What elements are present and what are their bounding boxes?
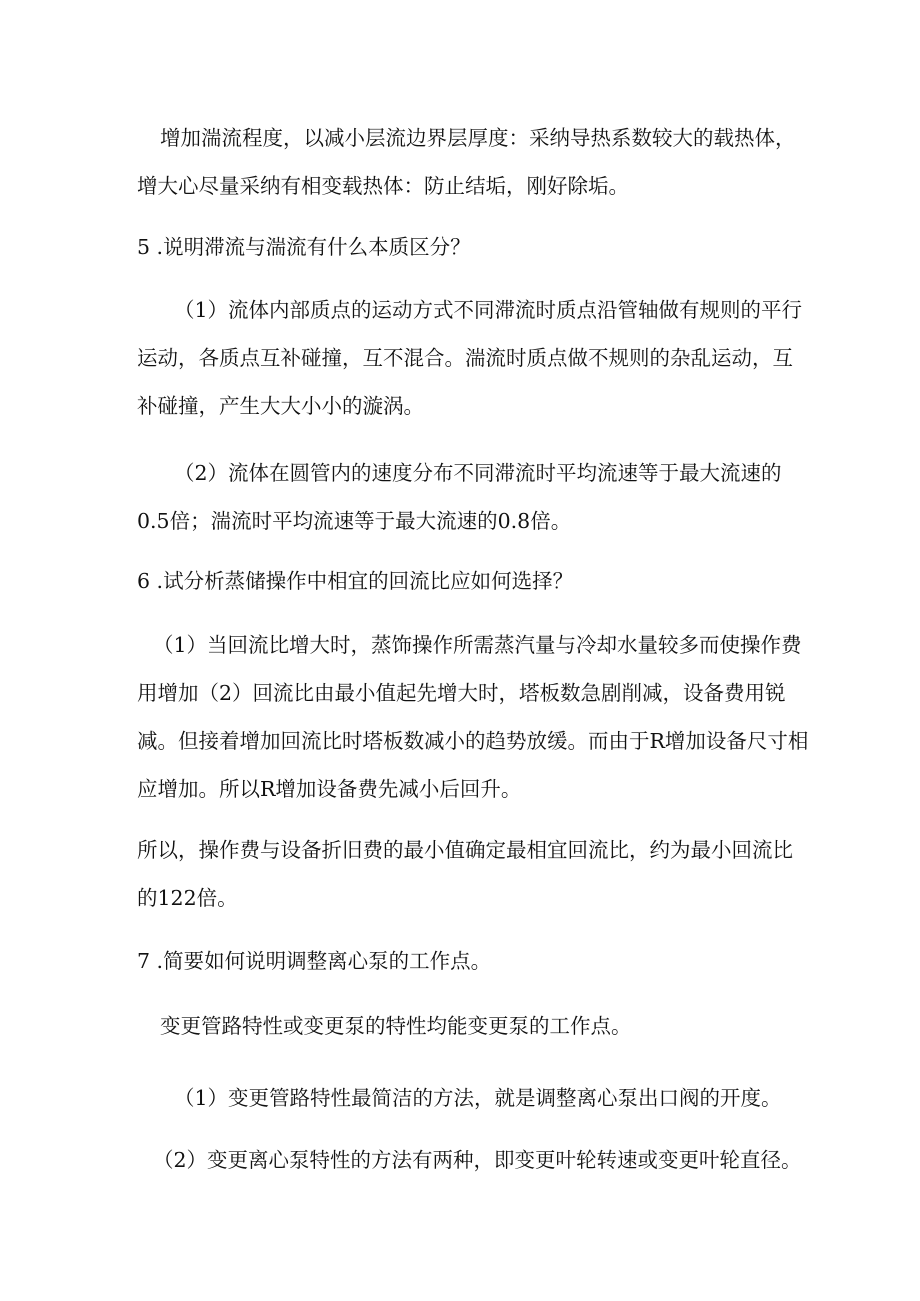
question-6 bbox=[137, 557, 797, 605]
question-7 bbox=[137, 937, 797, 985]
text-line: 0.5倍；湍流时平均流速等于最大流速的0.8倍。 bbox=[137, 509, 572, 533]
text-line: 增大心尽量采纳有相变载热体：防止结垢，刚好除垢。 bbox=[137, 174, 629, 198]
text-line: 用增加（2）回流比由最小值起先增大时，塔板数急剧削减，设备费用锐 bbox=[137, 681, 786, 705]
text-line: 应增加。所以R增加设备费先减小后回升。 bbox=[137, 777, 522, 801]
text-line: 的122倍。 bbox=[137, 886, 238, 910]
paragraph-intro bbox=[137, 114, 800, 210]
text-line: （1）当回流比增大时，蒸饰操作所需蒸汽量与冷却水量较多而使操作费 bbox=[153, 633, 802, 657]
text-line: （2）变更离心泵特性的方法有两种，即变更叶轮转速或变更叶轮直径。 bbox=[153, 1148, 802, 1172]
answer-7-point-1 bbox=[137, 1074, 797, 1122]
text-line: 运动，各质点互补碰撞，互不混合。湍流时质点做不规则的杂乱运动，互 bbox=[137, 346, 793, 370]
question-5 bbox=[137, 223, 797, 271]
answer-6-point-1 bbox=[137, 621, 809, 813]
text-line: 所以，操作费与设备折旧费的最小值确定最相宜回流比，约为最小回流比 bbox=[137, 838, 793, 862]
text-line: 增加湍流程度，以减小层流边界层厚度：采纳导热系数较大的载热体， bbox=[160, 126, 796, 150]
text-line: 减。但接着增加回流比时塔板数减小的趋势放缓。而由于R增加设备尺寸相 bbox=[137, 729, 809, 753]
answer-6-conclusion bbox=[137, 826, 797, 922]
text-line: 5 .说明滞流与湍流有什么本质区分？ bbox=[137, 235, 471, 259]
text-line: （2）流体在圆管内的速度分布不同滞流时平均流速等于最大流速的 bbox=[174, 461, 782, 485]
text-line: 变更管路特性或变更泵的特性均能变更泵的工作点。 bbox=[160, 1014, 632, 1038]
text-line: 6 .试分析蒸储操作中相宜的回流比应如何选择？ bbox=[137, 569, 574, 593]
answer-7-intro bbox=[137, 1002, 797, 1050]
answer-5-point-2 bbox=[137, 449, 797, 545]
text-line: （1）流体内部质点的运动方式不同滞流时质点沿管轴做有规则的平行 bbox=[174, 298, 803, 322]
text-line: 7 .简要如何说明调整离心泵的工作点。 bbox=[137, 949, 492, 973]
answer-5-point-1 bbox=[137, 286, 803, 430]
text-line: 补碰撞，产生大大小小的漩涡。 bbox=[137, 394, 424, 418]
answer-7-point-2 bbox=[137, 1136, 802, 1184]
text-line: （1）变更管路特性最简洁的方法，就是调整离心泵出口阀的开度。 bbox=[174, 1086, 782, 1110]
